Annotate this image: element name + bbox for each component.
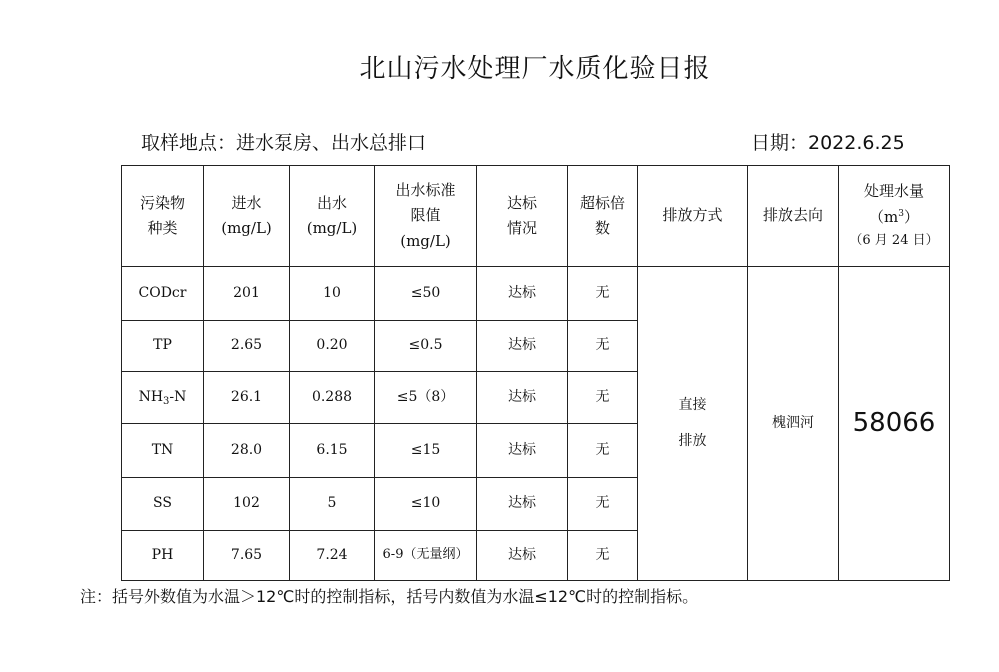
outflow-cell: 6.15 [290,424,375,478]
header-pollutant: 污染物 种类 [122,166,204,267]
inflow-cell: 7.65 [204,531,290,581]
limit-cell: ≤5（8） [375,372,477,424]
header-discharge-mode: 排放方式 [638,166,748,267]
discharge-mode-cell: 直接 排放 [638,267,748,581]
header-discharge-direction: 排放去向 [748,166,839,267]
status-cell: 达标 [477,321,568,372]
exceed-cell: 无 [568,267,638,321]
inflow-cell: 2.65 [204,321,290,372]
table-header-row [122,166,950,267]
pollutant-cell: TN [122,424,204,478]
limit-cell: ≤50 [375,267,477,321]
limit-cell: ≤0.5 [375,321,477,372]
header-outflow: 出水 (mg/L) [290,166,375,267]
header-compliance: 达标 情况 [477,166,568,267]
header-inflow: 进水 (mg/L) [204,166,290,267]
limit-cell: ≤10 [375,478,477,531]
exceed-cell: 无 [568,478,638,531]
water-quality-table [121,165,950,581]
outflow-cell: 10 [290,267,375,321]
pollutant-cell: SS [122,478,204,531]
pollutant-cell: PH [122,531,204,581]
limit-cell: 6-9（无量纲） [375,531,477,581]
exceed-cell: 无 [568,372,638,424]
pollutant-cell: $NH_3-N$ [122,372,204,424]
pollutant-cell: TP [122,321,204,372]
discharge-direction-cell: 槐泗河 [748,267,839,581]
outflow-cell: 0.20 [290,321,375,372]
outflow-cell: 7.24 [290,531,375,581]
status-cell: 达标 [477,478,568,531]
pollutant-cell: CODcr [122,267,204,321]
status-cell: 达标 [477,424,568,478]
status-cell: 达标 [477,372,568,424]
outflow-cell: 0.288 [290,372,375,424]
status-cell: 达标 [477,531,568,581]
report-date: 日期：2022.6.25 [751,132,905,154]
header-limit: 出水标准 限值 (mg/L) [375,166,477,267]
status-cell: 达标 [477,267,568,321]
inflow-cell: 102 [204,478,290,531]
limit-cell: ≤15 [375,424,477,478]
treated-volume-cell: 58066 [839,267,950,581]
header-exceed: 超标倍 数 [568,166,638,267]
inflow-cell: 28.0 [204,424,290,478]
page-title: 北山污水处理厂水质化验日报 [359,54,711,84]
inflow-cell: 26.1 [204,372,290,424]
header-volume: 处理水量 $(m^3)$ （6 月 24 日） [839,166,950,267]
table-row [122,267,950,321]
outflow-cell: 5 [290,478,375,531]
footnote: 注：括号外数值为水温＞12℃时的控制指标，括号内数值为水温≤12℃时的控制指标。 [80,587,699,606]
exceed-cell: 无 [568,424,638,478]
sampling-location: 取样地点：进水泵房、出水总排口 [141,132,427,154]
exceed-cell: 无 [568,531,638,581]
inflow-cell: 201 [204,267,290,321]
exceed-cell: 无 [568,321,638,372]
